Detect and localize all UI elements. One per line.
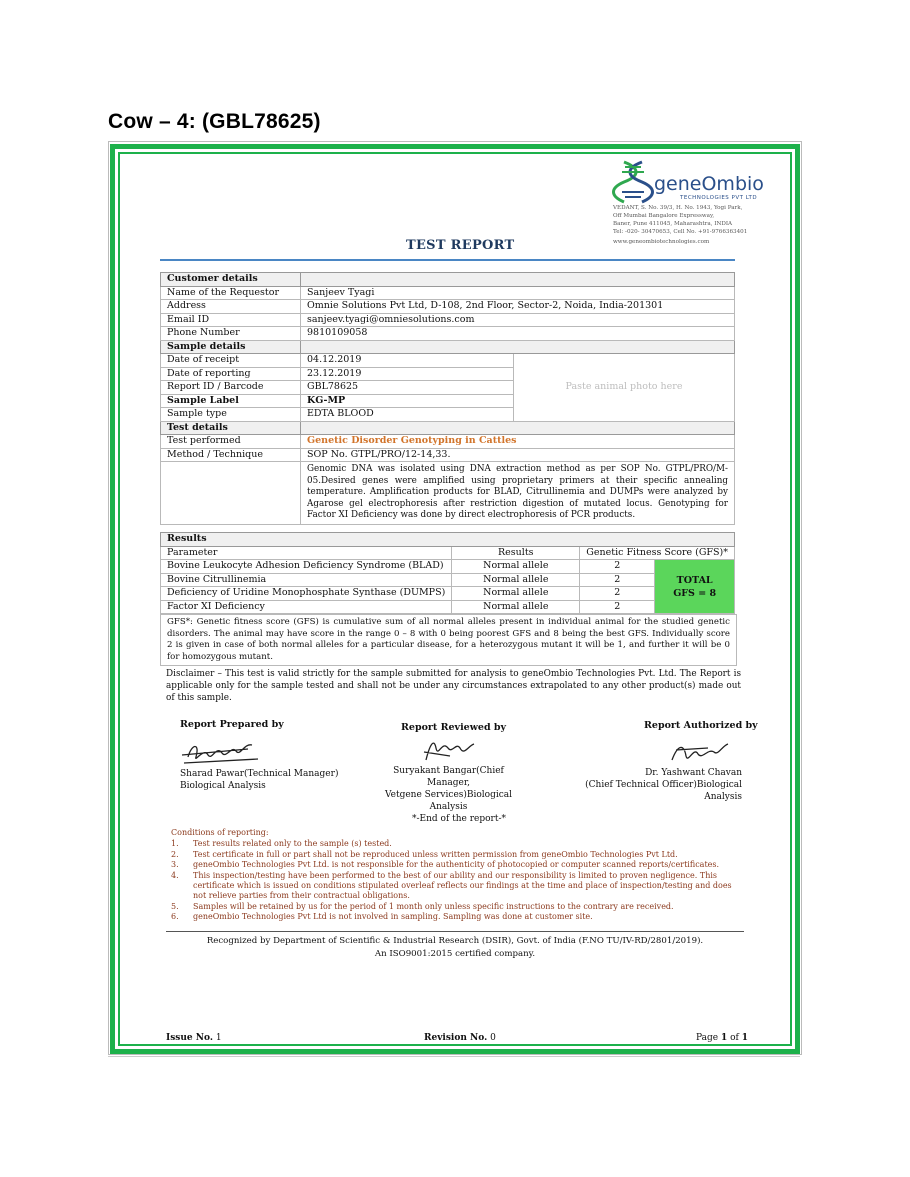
value-address: Omnie Solutions Pvt Ltd, D-108, 2nd Floor, Sector-2, Noida, India-201301 <box>301 300 735 314</box>
list-item <box>171 902 736 912</box>
table-row <box>161 587 735 601</box>
authorized-by-block <box>644 720 758 732</box>
result-cell: Normal allele <box>452 560 580 574</box>
recognition-note <box>160 935 750 960</box>
address-line: Tel: -020- 30470653, Cell No. +91-9766363401 <box>613 229 748 235</box>
score-cell: 2 <box>580 587 655 601</box>
address-line: Off Mumbai Bangalore Expressway, <box>613 213 715 219</box>
authorized-by-name <box>556 767 742 803</box>
issue-label: Issue No. <box>166 1033 213 1043</box>
page-label: Page <box>696 1033 719 1043</box>
parameter-cell: Bovine Leukocyte Adhesion Deficiency Syndrome (BLAD) <box>161 560 452 574</box>
revision-number <box>424 1033 496 1043</box>
item-text: geneOmbio Technologies Pvt Ltd is not involved in sampling. Sampling was done at customer site. <box>193 912 593 922</box>
authorized-by-title: Report Authorized by <box>644 720 758 731</box>
value-receipt: 04.12.2019 <box>301 354 514 368</box>
company-address <box>613 204 788 246</box>
list-item <box>171 839 736 849</box>
parameter-cell: Factor XI Deficiency <box>161 600 452 614</box>
address-line: Baner, Pune 411045, Maharashtra, INDIA <box>613 221 733 227</box>
item-number: 3. <box>171 860 179 870</box>
page-number <box>696 1033 748 1043</box>
label-sample-label: Sample Label <box>161 394 301 408</box>
method-description: Genomic DNA was isolated using DNA extraction method as per SOP No. GTPL/PRO/M-05.Desired genes were amplified using proprietary primers at their specific annealing temperature. Amplification products for BLAD, Citrullinemia and DUMPs were analyzed by Agarose gel electrophoresis after restriction digestion of mutated locus. Genotyping for Factor XI Deficiency was done by direct electrophoresis of PCR products. <box>301 462 735 525</box>
end-of-report: *-End of the report-* <box>412 814 507 824</box>
header-results: Results <box>452 546 580 560</box>
item-number: 2. <box>171 849 179 859</box>
value-test-performed: Genetic Disorder Genotyping in Cattles <box>301 435 735 449</box>
table-row <box>161 600 735 614</box>
item-text: This inspection/testing have been performed to the best of our ability and our responsibility is limited to proven negligence. This certificate which is issued on conditions stipulated overleaf reflects our findings at the time and place of inspection/testing and does not relieve parties from their contractual obligations. <box>193 870 732 901</box>
total-gfs-cell <box>655 560 735 614</box>
label-email: Email ID <box>161 313 301 327</box>
value-requestor: Sanjeev Tyagi <box>301 286 735 300</box>
list-item <box>171 860 736 870</box>
authorized-by-line1: Dr. Yashwant Chavan <box>645 768 742 778</box>
result-cell: Normal allele <box>452 600 580 614</box>
table-row <box>161 573 735 587</box>
prepared-by-name <box>180 768 338 792</box>
label-phone: Phone Number <box>161 327 301 341</box>
value-report-id: GBL78625 <box>301 381 514 395</box>
page-heading: Cow – 4: (GBL78625) <box>108 110 321 133</box>
signature-reviewed-icon <box>420 734 480 766</box>
page-of: of <box>730 1033 739 1043</box>
label-reporting: Date of reporting <box>161 367 301 381</box>
parameter-cell: Bovine Citrullinemia <box>161 573 452 587</box>
table-row <box>161 560 735 574</box>
issue-number <box>166 1033 222 1043</box>
section-test: Test details <box>161 421 301 435</box>
conditions-title: Conditions of reporting: <box>171 828 269 837</box>
recognition-line1: Recognized by Department of Scientific & Industrial Research (DSIR), Govt. of India (F.NO TU/IV-RD/2801/2019). <box>206 936 704 946</box>
header-parameter: Parameter <box>161 546 452 560</box>
label-receipt: Date of receipt <box>161 354 301 368</box>
title-divider <box>160 259 735 261</box>
value-sample-type: EDTA BLOOD <box>301 408 514 422</box>
list-item <box>171 871 736 902</box>
signature-prepared-icon <box>178 735 268 767</box>
conditions-divider <box>166 931 744 932</box>
list-item <box>171 850 736 860</box>
label-requestor: Name of the Requestor <box>161 286 301 300</box>
website-line: www.geneombiotechnologies.com <box>613 239 710 245</box>
page-bottom-rule <box>108 1056 800 1057</box>
conditions-of-reporting <box>171 828 736 923</box>
address-line: VEDANT, S. No. 39/3, H. No. 1943, Yogi Park, <box>613 205 743 211</box>
section-sample: Sample details <box>161 340 301 354</box>
page-current: 1 <box>720 1033 728 1043</box>
company-name: geneOmbio <box>654 173 764 195</box>
revision-value: 0 <box>490 1033 496 1043</box>
details-table <box>160 272 735 525</box>
value-reporting: 23.12.2019 <box>301 367 514 381</box>
reviewed-by-block <box>401 722 506 734</box>
score-cell: 2 <box>580 560 655 574</box>
prepared-by-block <box>180 719 284 731</box>
item-number: 5. <box>171 901 179 911</box>
total-label: TOTAL <box>676 574 713 586</box>
reviewed-by-line1: Suryakant Bangar(Chief Manager, <box>393 766 504 788</box>
section-customer: Customer details <box>161 273 301 287</box>
reviewed-by-line2: Vetgene Services)Biological Analysis <box>384 790 513 812</box>
issue-value: 1 <box>215 1033 222 1043</box>
item-number: 1. <box>171 839 179 849</box>
total-value: GFS = 8 <box>673 587 717 599</box>
label-address: Address <box>161 300 301 314</box>
results-table <box>160 532 735 614</box>
label-sample-type: Sample type <box>161 408 301 422</box>
reviewed-by-name <box>371 765 526 813</box>
disclaimer: Disclaimer – This test is valid strictly for the sample submitted for analysis to geneOmbio Technologies Pvt. Ltd. The Report is applicable only for the sample tested and shall not be under any circumstances extrapolated to any other product(s) made out of this sample. <box>166 669 741 703</box>
signature-authorized-icon <box>668 736 732 768</box>
label-test-performed: Test performed <box>161 435 301 449</box>
item-text: Samples will be retained by us for the period of 1 month only unless specific instructions to the contrary are received. <box>193 901 674 911</box>
result-cell: Normal allele <box>452 587 580 601</box>
header-gfs: Genetic Fitness Score (GFS)* <box>580 546 735 560</box>
prepared-by-line1: Sharad Pawar(Technical Manager) <box>180 769 339 779</box>
value-phone: 9810109058 <box>301 327 735 341</box>
label-method: Method / Technique <box>161 448 301 462</box>
animal-photo-placeholder: Paste animal photo here <box>514 354 735 422</box>
gfs-note: GFS*: Genetic fitness score (GFS) is cumulative sum of all normal alleles present in individual animal for the studied genetic disorders. The animal may have score in the range 0 – 8 with 0 being poorest GFS and 8 being the best GFS. Individually score 2 is given in case of both normal alleles for a particular disease, for a heterozygous mutant it will be 1, and further it will be 0 for homozygous mutant. <box>160 614 737 666</box>
authorized-by-line2: (Chief Technical Officer)Biological Analysis <box>585 780 742 802</box>
prepared-by-title: Report Prepared by <box>180 719 284 730</box>
label-report-id: Report ID / Barcode <box>161 381 301 395</box>
value-email: sanjeev.tyagi@omniesolutions.com <box>301 313 735 327</box>
list-item <box>171 912 736 922</box>
result-cell: Normal allele <box>452 573 580 587</box>
prepared-by-line2: Biological Analysis <box>180 781 266 791</box>
revision-label: Revision No. <box>424 1033 488 1043</box>
item-text: Test results related only to the sample (s) tested. <box>193 839 392 849</box>
item-text: Test certificate in full or part shall not be reproduced unless written permission from geneOmbio Technologies Pvt Ltd. <box>193 849 678 859</box>
score-cell: 2 <box>580 573 655 587</box>
section-results: Results <box>161 533 735 547</box>
item-number: 6. <box>171 912 179 922</box>
item-number: 4. <box>171 870 179 880</box>
score-cell: 2 <box>580 600 655 614</box>
reviewed-by-title: Report Reviewed by <box>401 722 507 733</box>
value-sample-label: KG-MP <box>301 394 514 408</box>
company-subtitle: TECHNOLOGIES PVT LTD <box>680 195 758 201</box>
report-title: TEST REPORT <box>406 238 515 253</box>
value-method: SOP No. GTPL/PRO/12-14,33. <box>301 448 735 462</box>
recognition-line2: An ISO9001:2015 certified company. <box>374 948 536 959</box>
page-total: 1 <box>741 1033 749 1043</box>
item-text: geneOmbio Technologies Pvt Ltd. is not responsible for the authenticity of photocopied or computer scanned reports/certificates. <box>193 860 720 870</box>
parameter-cell: Deficiency of Uridine Monophosphate Synthase (DUMPS) <box>161 587 452 601</box>
